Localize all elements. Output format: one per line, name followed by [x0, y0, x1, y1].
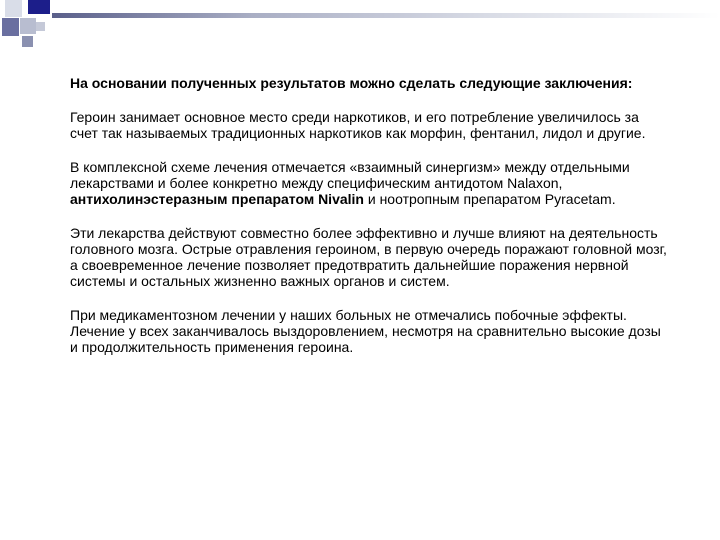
paragraph-text: В комплексной схеме лечения отмечается «взаимный синергизм» между отдельными лекарствами и более конкретно между специфическим антидотом Nalaxon,	[70, 159, 630, 191]
decorative-square	[2, 18, 19, 36]
decorative-header	[0, 0, 720, 48]
decorative-gradient-bar	[52, 13, 720, 18]
paragraph-synergism	[70, 159, 670, 207]
paragraph-heroin: Героин занимает основное место среди наркотиков, и его потребление увеличилось за счет так называемых традиционных наркотиков как морфин, фентанил, лидол и другие.	[70, 109, 646, 141]
paragraph-brain-effects: Эти лекарства действуют совместно более эффективно и лучше влияют на деятельность головного мозга. Острые отравления героином, в первую очередь поражают головной мозг, а своевременное лечение позволяет предотвратить дальнейшие поражения нервной системы и остальных жизненно важных органов и систем.	[70, 225, 667, 289]
paragraph-text: и ноотропным препаратом Pyracetam.	[363, 191, 616, 207]
paragraph-bold-text: антихолинэстеразным препаратом Nivalin	[70, 191, 364, 207]
decorative-square	[22, 36, 33, 47]
slide-heading: На основании полученных результатов можно сделать следующие заключения:	[70, 75, 633, 91]
decorative-square	[5, 0, 22, 17]
decorative-square	[20, 18, 36, 34]
slide-content	[70, 75, 670, 373]
decorative-square	[36, 22, 45, 31]
decorative-square	[28, 0, 50, 14]
paragraph-side-effects: При медикаментозном лечении у наших больных не отмечались побочные эффекты. Лечение у всех заканчивалось выздоровлением, несмотря на сравнительно высокие дозы и продолжительность применения героина.	[70, 307, 661, 355]
